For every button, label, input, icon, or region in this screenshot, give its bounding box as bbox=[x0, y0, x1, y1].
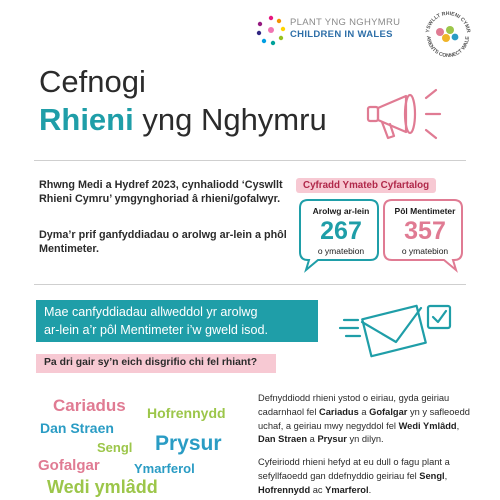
word-cloud-item: Hofrennydd bbox=[147, 405, 226, 421]
banner-line-2: ar-lein a’r pôl Mentimeter i’w gweld isod. bbox=[44, 323, 268, 337]
svg-text:CYSWLLT RHIENI CYMRU bbox=[420, 6, 471, 33]
divider-top bbox=[34, 160, 466, 161]
logo-arc-top: YSWLLT RHIENI CYMR bbox=[425, 10, 472, 34]
word-cloud-item: Dan Straen bbox=[40, 420, 114, 436]
envelope-icon bbox=[338, 290, 468, 360]
keyword: Cariadus bbox=[319, 406, 359, 417]
banner-line-1: Mae canfyddiadau allweddol yr arolwg bbox=[44, 305, 258, 319]
intro-paragraph-2: Dyma’r prif ganfyddiadau o arolwg ar-lein a phôl Mentimeter. bbox=[39, 229, 287, 255]
word-cloud-item: Gofalgar bbox=[38, 457, 100, 474]
parents-connect-wales-logo bbox=[420, 6, 476, 62]
poll-label: Pôl Mentimeter bbox=[394, 206, 456, 216]
keyword: Gofalgar bbox=[369, 406, 408, 417]
children-in-wales-wordmark bbox=[290, 17, 400, 41]
word-cloud-item: Prysur bbox=[155, 432, 222, 455]
logo-arc-bottom: ARENTS CONNECT WALE bbox=[424, 35, 472, 60]
logo-line-welsh: PLANT YNG NGHYMRU bbox=[290, 17, 401, 28]
megaphone-icon bbox=[360, 78, 470, 148]
question-label: Pa dri gair sy’n eich disgrifio chi fel rhiant? bbox=[36, 354, 276, 373]
poll-unit: o ymatebion bbox=[401, 246, 449, 256]
keyword: Ymarferol bbox=[325, 484, 369, 495]
keyword: Sengl bbox=[419, 470, 445, 481]
intro-paragraph-1: Rhwng Medi a Hydref 2023, cynhaliodd ‘Cyswllt Rhieni Cymru’ ymgynghoriad â rhieni/gofalwyr. bbox=[39, 179, 283, 205]
findings-paragraph-2: Cyfeiriodd rhieni hefyd at eu dull o fagu plant a sefyllfaoedd gan ddefnyddio geiriau fel Sengl, Hofrennydd ac Ymarferol. bbox=[258, 457, 450, 495]
findings-paragraph-1: Defnyddiodd rhieni ystod o eiriau, gyda geiriau cadarnhaol fel Cariadus a Gofalgar yn y safleoedd uchaf, a geiriau mwy negyddol fel Wedi Ymlâdd, Dan Straen a Prysur yn dilyn. bbox=[258, 393, 470, 445]
survey-unit: o ymatebion bbox=[317, 246, 365, 256]
word-cloud-item: Wedi ymlâdd bbox=[47, 477, 158, 497]
poll-value: 357 bbox=[404, 217, 446, 245]
logo-line-english: CHILDREN IN WALES bbox=[290, 29, 393, 40]
findings-banner bbox=[36, 300, 318, 342]
children-in-wales-mark-icon bbox=[254, 14, 288, 48]
keyword: Dan Straen bbox=[258, 434, 308, 445]
keyword: Hofrennydd bbox=[258, 484, 311, 495]
response-rate-heading: Cyfradd Ymateb Cyfartalog bbox=[296, 178, 436, 193]
word-cloud-item: Cariadus bbox=[53, 396, 126, 415]
title-rest: yng Nghymru bbox=[133, 102, 327, 137]
page-title-line1: Cefnogi bbox=[39, 64, 146, 99]
survey-label: Arolwg ar-lein bbox=[312, 206, 370, 216]
survey-value: 267 bbox=[320, 217, 362, 245]
word-cloud-item: Ymarferol bbox=[134, 461, 195, 476]
title-accent: Rhieni bbox=[39, 102, 134, 137]
word-cloud-item: Sengl bbox=[97, 440, 133, 455]
divider-middle bbox=[34, 284, 466, 285]
keyword: Wedi Ymlâdd bbox=[398, 420, 457, 431]
page-title-line2 bbox=[39, 102, 327, 138]
keyword: Prysur bbox=[317, 434, 347, 445]
